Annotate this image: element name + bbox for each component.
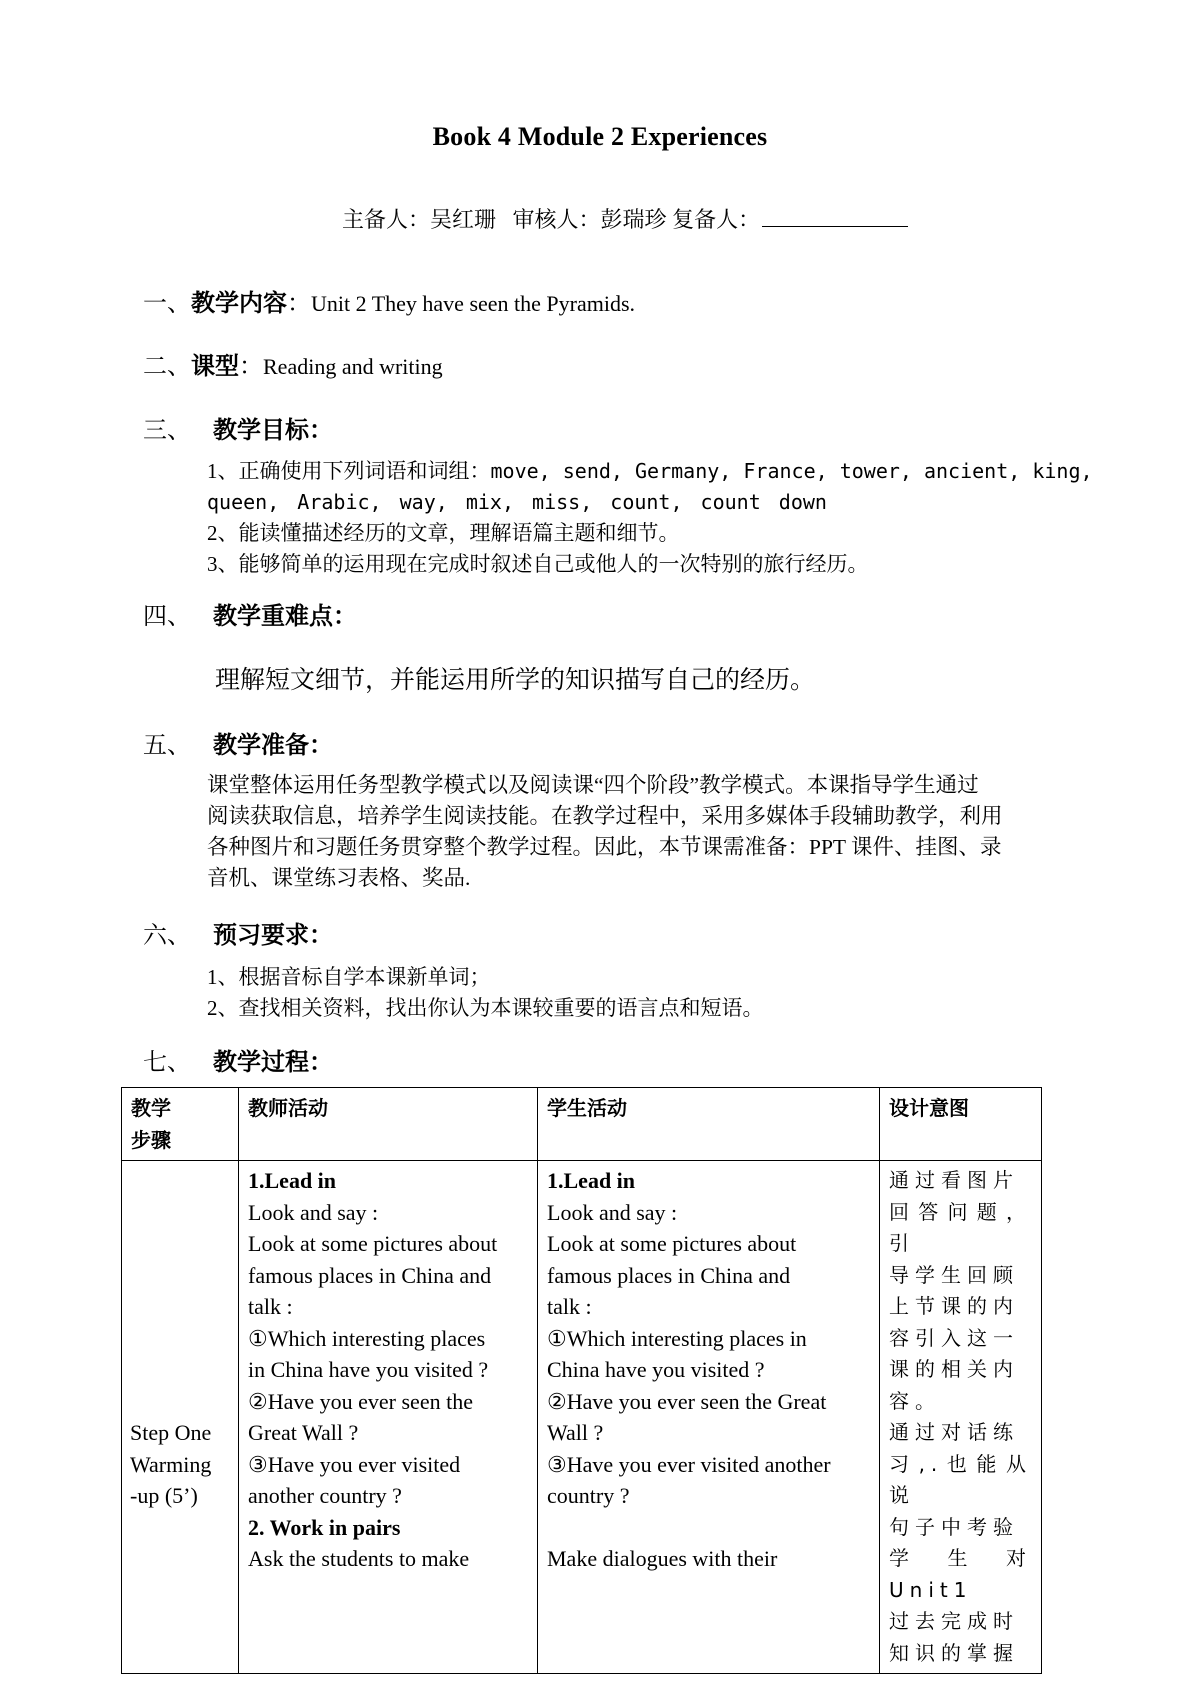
- section-text: Reading and writing: [263, 354, 443, 379]
- step-line: -up (5’): [130, 1483, 198, 1508]
- student-line: [547, 1512, 870, 1544]
- section-objectives-heading: [143, 410, 333, 445]
- preview-item: 1、根据音标自学本课新单词；: [207, 965, 491, 989]
- intent-line: 通过对话练: [889, 1420, 1019, 1444]
- intent-line: 导学生回顾: [889, 1262, 1019, 1287]
- reviewer-name: 彭瑞珍: [600, 207, 667, 232]
- student-line: China have you visited ?: [547, 1357, 765, 1382]
- intent-line: 过去完成时: [889, 1609, 1019, 1633]
- section-number: 三、: [143, 416, 191, 444]
- backup-preparer-blank: [762, 206, 908, 227]
- section-text: Unit 2 They have seen the Pyramids.: [311, 291, 636, 316]
- preview-list: [207, 962, 1097, 1024]
- teacher-line: Look at some pictures about: [248, 1231, 498, 1256]
- student-line: Make dialogues with their: [547, 1546, 778, 1571]
- reviewer-label: 审核人：: [512, 207, 601, 232]
- design-intent-cell: [880, 1161, 1042, 1674]
- student-line: 1.Lead in: [547, 1168, 636, 1193]
- header-step-line: 教学: [131, 1096, 171, 1120]
- section-content: [143, 283, 635, 318]
- section-number: 二、: [143, 352, 191, 380]
- section-number: 五、: [143, 731, 191, 759]
- objective-prefix: 1、正确使用下列词语和词组：: [207, 459, 491, 483]
- paragraph-line: 各种图片和习题任务贯穿整个教学过程。因此，本节课需准备：PPT 课件、挂图、录: [207, 835, 1002, 859]
- section-label: 课型: [191, 352, 239, 380]
- teacher-line: Look and say :: [248, 1199, 379, 1225]
- student-activity-cell: [538, 1161, 880, 1674]
- teacher-line: famous places in China and: [248, 1262, 492, 1288]
- header-student: 学生活动: [538, 1088, 880, 1161]
- paragraph-line: 阅读获取信息，培养学生阅读技能。在教学过程中，采用多媒体手段辅助教学，利用: [207, 804, 1003, 828]
- section-preparation-heading: [143, 725, 333, 760]
- teacher-line: 2. Work in pairs: [248, 1514, 401, 1540]
- header-teacher: 教师活动: [239, 1088, 538, 1161]
- section-number: 四、: [143, 602, 191, 630]
- vocabulary-words-continued: queen, Arabic, way, mix, miss, count, count down: [207, 490, 827, 514]
- teacher-line: ③Have you ever visited: [248, 1451, 461, 1477]
- teacher-line: another country ?: [248, 1483, 402, 1508]
- preview-item: 2、查找相关资料，找出你认为本课较重要的语言点和短语。: [207, 996, 764, 1020]
- intent-line: 习,.也能从说: [889, 1451, 1032, 1507]
- key-points-text: 理解短文细节，并能运用所学的知识描写自己的经历。: [215, 665, 816, 694]
- section-preview-heading: [143, 915, 333, 950]
- table-row: [122, 1161, 1042, 1674]
- teacher-line: ①Which interesting places: [248, 1325, 486, 1351]
- section-lesson-type: [143, 346, 443, 381]
- vocabulary-words: move, send, Germany, France, tower, ancient, king,: [490, 459, 1093, 483]
- student-line: Wall ?: [547, 1420, 604, 1445]
- main-preparer-name: 吴红珊: [430, 207, 497, 232]
- teacher-line: ②Have you ever seen the: [248, 1388, 473, 1414]
- student-line: talk :: [547, 1294, 592, 1319]
- teacher-line: Great Wall ?: [248, 1420, 359, 1445]
- paragraph-line: 音机、课堂练习表格、奖品.: [207, 866, 471, 890]
- section-label: 教学过程：: [213, 1048, 333, 1076]
- student-line: country ?: [547, 1483, 630, 1508]
- paragraph-line: 课堂整体运用任务型教学模式以及阅读课“四个阶段”教学模式。本课指导学生通过: [207, 773, 979, 797]
- teacher-line: talk :: [248, 1294, 293, 1319]
- teacher-line: Ask the students to make: [248, 1546, 470, 1571]
- intent-line: 知识的掌握: [889, 1640, 1019, 1665]
- section-label: 预习要求：: [213, 921, 333, 949]
- student-line: Look and say :: [547, 1199, 678, 1225]
- section-process-heading: [143, 1042, 333, 1077]
- student-line: Look at some pictures about: [547, 1231, 797, 1256]
- preparers-line: [342, 203, 908, 234]
- intent-line: 句子中考验: [889, 1514, 1019, 1539]
- section-colon: ：: [239, 352, 263, 380]
- objective-item: 2、能读懂描述经历的文章，理解语篇主题和细节。: [207, 521, 680, 545]
- header-step: [122, 1088, 239, 1161]
- section-label: 教学内容: [191, 289, 287, 317]
- step-line: Warming: [130, 1451, 212, 1477]
- backup-preparer-label: 复备人：: [672, 207, 761, 232]
- header-step-line: 步骤: [131, 1128, 171, 1152]
- student-line: ①Which interesting places in: [547, 1325, 807, 1351]
- section-number: 六、: [143, 921, 191, 949]
- intent-line: 学生对 Unit1: [889, 1546, 1032, 1602]
- step-cell: [122, 1161, 239, 1674]
- section-key-points-heading: [143, 596, 357, 631]
- section-number: 七、: [143, 1048, 191, 1076]
- intent-line: 通过看图片: [889, 1168, 1019, 1192]
- intent-line: 回答问题，引: [889, 1199, 1032, 1255]
- student-line: famous places in China and: [547, 1262, 791, 1288]
- teacher-line: 1.Lead in: [248, 1168, 337, 1193]
- objective-item: 3、能够简单的运用现在完成时叙述自己或他人的一次特别的旅行经历。: [207, 552, 869, 576]
- student-line: ②Have you ever seen the Great: [547, 1388, 827, 1414]
- section-label: 教学准备：: [213, 731, 333, 759]
- teaching-process-table: [121, 1087, 1042, 1674]
- student-line: ③Have you ever visited another: [547, 1451, 831, 1477]
- intent-line: 课的相关内: [889, 1357, 1019, 1381]
- section-label: 教学重难点：: [213, 602, 357, 630]
- intent-line: 容。: [889, 1388, 941, 1413]
- teacher-activity-cell: [239, 1161, 538, 1674]
- objective-item: [207, 456, 1097, 487]
- page-title: Book 4 Module 2 Experiences: [432, 122, 768, 151]
- teacher-line: in China have you visited ?: [248, 1357, 489, 1382]
- objectives-list: [207, 456, 1097, 580]
- header-intent: 设计意图: [880, 1088, 1042, 1161]
- step-line: Step One: [130, 1420, 212, 1445]
- section-label: 教学目标：: [213, 416, 333, 444]
- section-colon: ：: [287, 289, 311, 317]
- section-number: 一、: [143, 289, 191, 317]
- intent-line: 上节课的内: [889, 1294, 1019, 1318]
- preparation-paragraph: [207, 770, 1107, 894]
- table-header-row: [122, 1088, 1042, 1161]
- main-preparer-label: 主备人：: [342, 207, 431, 232]
- intent-line: 容引入这一: [889, 1325, 1019, 1350]
